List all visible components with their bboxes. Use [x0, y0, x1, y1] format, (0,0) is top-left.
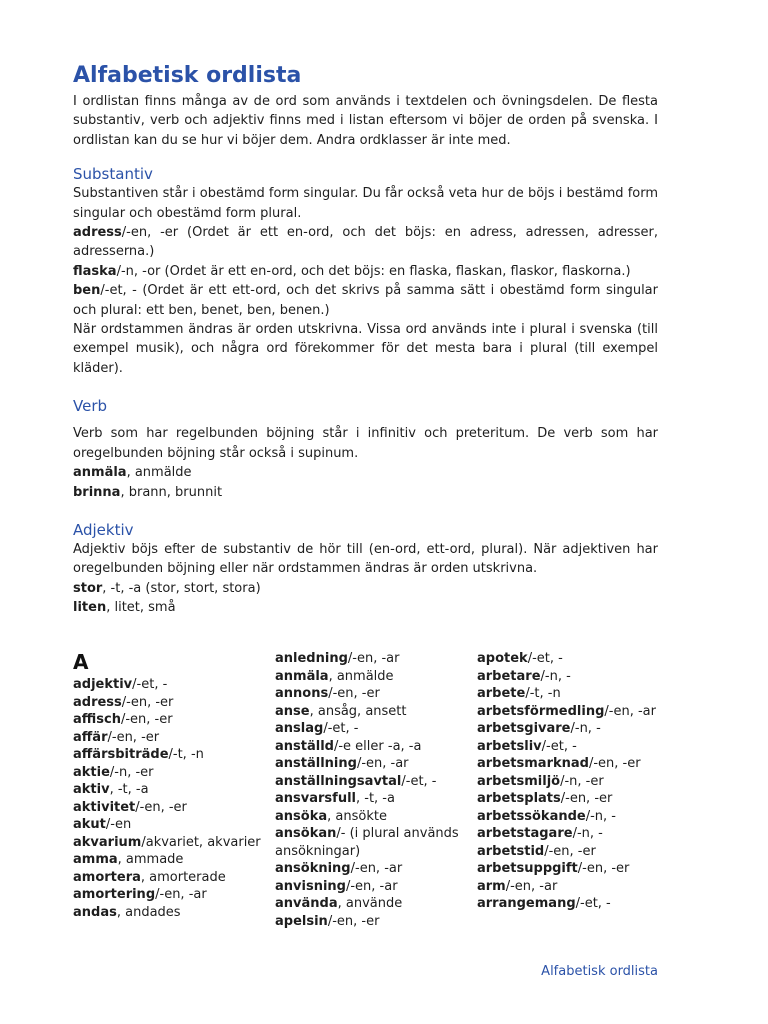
list-item: använda, använde [275, 896, 403, 911]
list-item: ansöka, ansökte [275, 808, 387, 824]
substantiv-example: ben/-et, - (Ordet är ett ett-ord, och det skrivs på samma sätt i obestämd form singular och plural: ett ben, benet, ben, benen.) [73, 283, 658, 318]
adjektiv-example: liten, litet, små [73, 600, 176, 616]
list-item: affärsbiträde/-t, -n [73, 747, 204, 762]
list-item: akvarium/akvariet, akvarier [73, 834, 261, 850]
list-item: akut/-en [73, 817, 132, 832]
list-item: arbetare/-n, - [477, 668, 571, 684]
list-item: arbetsförmedling/-en, -ar [477, 703, 656, 719]
word-list-column-3 [477, 650, 667, 913]
substantiv-text-2: När ordstammen ändras är orden utskrivna. Vissa ord används inte i plural i svenska (till exempel musik), och några ord förekommer för det mesta bara i plural (till exempel kläder). [73, 322, 658, 376]
list-item: annons/-en, -er [275, 686, 380, 701]
list-item: arbete/-t, -n [477, 686, 561, 701]
list-item: aktiv, -t, -a [73, 782, 149, 797]
letter-heading: A [73, 650, 89, 674]
list-item: amortering/-en, -ar [73, 887, 207, 902]
list-item: ansvarsfull, -t, -a [275, 791, 395, 806]
adjektiv-example: stor, -t, -a (stor, stort, stora) [73, 580, 261, 596]
list-item: arbetsgivare/-n, - [477, 721, 601, 736]
section-heading-substantiv: Substantiv [73, 165, 153, 184]
section-heading-verb: Verb [73, 397, 108, 416]
list-item: ansökan/- (i plural används ansökningar) [275, 826, 459, 859]
page-footer: Alfabetisk ordlista [541, 964, 658, 979]
list-item: arbetsliv/-et, - [477, 738, 577, 754]
list-item: adress/-en, -er [73, 694, 174, 710]
list-item: arbetssökande/-n, - [477, 808, 616, 824]
substantiv-text-1: Substantiven står i obestämd form singular. Du får också veta hur de böjs i bestämd form singular och obestämd form plural. [73, 186, 658, 221]
list-item: apelsin/-en, -er [275, 913, 380, 929]
list-item: arbetsuppgift/-en, -er [477, 861, 630, 876]
list-item: anse, ansåg, ansett [275, 703, 407, 719]
list-item: anställningsavtal/-et, - [275, 773, 437, 789]
list-item: arbetsplats/-en, -er [477, 791, 613, 806]
list-item: arbetstid/-en, -er [477, 843, 596, 859]
list-item: arbetstagare/-n, - [477, 826, 603, 841]
list-item: ansökning/-en, -ar [275, 861, 403, 876]
adjektiv-text: Adjektiv böjs efter de substantiv de hör till (en-ord, ett-ord, plural). När adjektiven har oregelbunden böjning eller när ordstammen ändras är orden utskrivna. [73, 541, 658, 577]
list-item: anställd/-e eller -a, -a [275, 738, 422, 754]
list-item: amma, ammade [73, 852, 184, 867]
list-item: anvisning/-en, -ar [275, 878, 398, 894]
section-substantiv [73, 164, 658, 378]
list-item: aktivitet/-en, -er [73, 799, 187, 815]
substantiv-example: adress/-en, -er (Ordet är ett en-ord, och det böjs: en adress, adressen, adresser, adresserna.) [73, 225, 658, 260]
list-item: amortera, amorterade [73, 869, 226, 885]
page-title: Alfabetisk ordlista [73, 63, 302, 88]
list-item: anställning/-en, -ar [275, 756, 409, 771]
intro-paragraph: I ordlistan finns många av de ord som används i textdelen och övningsdelen. De flesta substantiv, verb och adjektiv finns med i listan eftersom vi böjer de orden på svenska. I ordlistan kan du se hur vi böjer dem. Andra ordklasser är inte med. [73, 94, 658, 148]
section-adjektiv [73, 520, 658, 618]
list-item: anledning/-en, -ar [275, 651, 400, 666]
list-item: anmäla, anmälde [275, 668, 394, 684]
list-item: affisch/-en, -er [73, 712, 173, 727]
list-item: aktie/-n, -er [73, 764, 154, 780]
word-list-column-2 [275, 650, 465, 930]
section-verb [73, 396, 658, 502]
list-item: affär/-en, -er [73, 729, 160, 745]
substantiv-example: flaska/-n, -or (Ordet är ett en-ord, och det böjs: en flaska, flaskan, flaskor, flaskorna.) [73, 263, 631, 279]
section-heading-adjektiv: Adjektiv [73, 520, 134, 539]
document-body [73, 62, 658, 618]
verb-example: anmäla, anmälde [73, 465, 192, 481]
verb-example: brinna, brann, brunnit [73, 484, 223, 500]
list-item: arbetsmarknad/-en, -er [477, 756, 641, 771]
list-item: apotek/-et, - [477, 651, 563, 666]
list-item: andas, andades [73, 904, 181, 920]
verb-text: Verb som har regelbunden böjning står i infinitiv och preteritum. De verb som har oregelbunden böjning står också i supinum. [73, 426, 658, 461]
list-item: adjektiv/-et, - [73, 677, 168, 692]
list-item: arm/-en, -ar [477, 878, 558, 894]
list-item: arrangemang/-et, - [477, 896, 611, 911]
list-item: arbetsmiljö/-n, -er [477, 773, 604, 789]
list-item: anslag/-et, - [275, 721, 359, 736]
word-list-column-1 [73, 650, 263, 921]
